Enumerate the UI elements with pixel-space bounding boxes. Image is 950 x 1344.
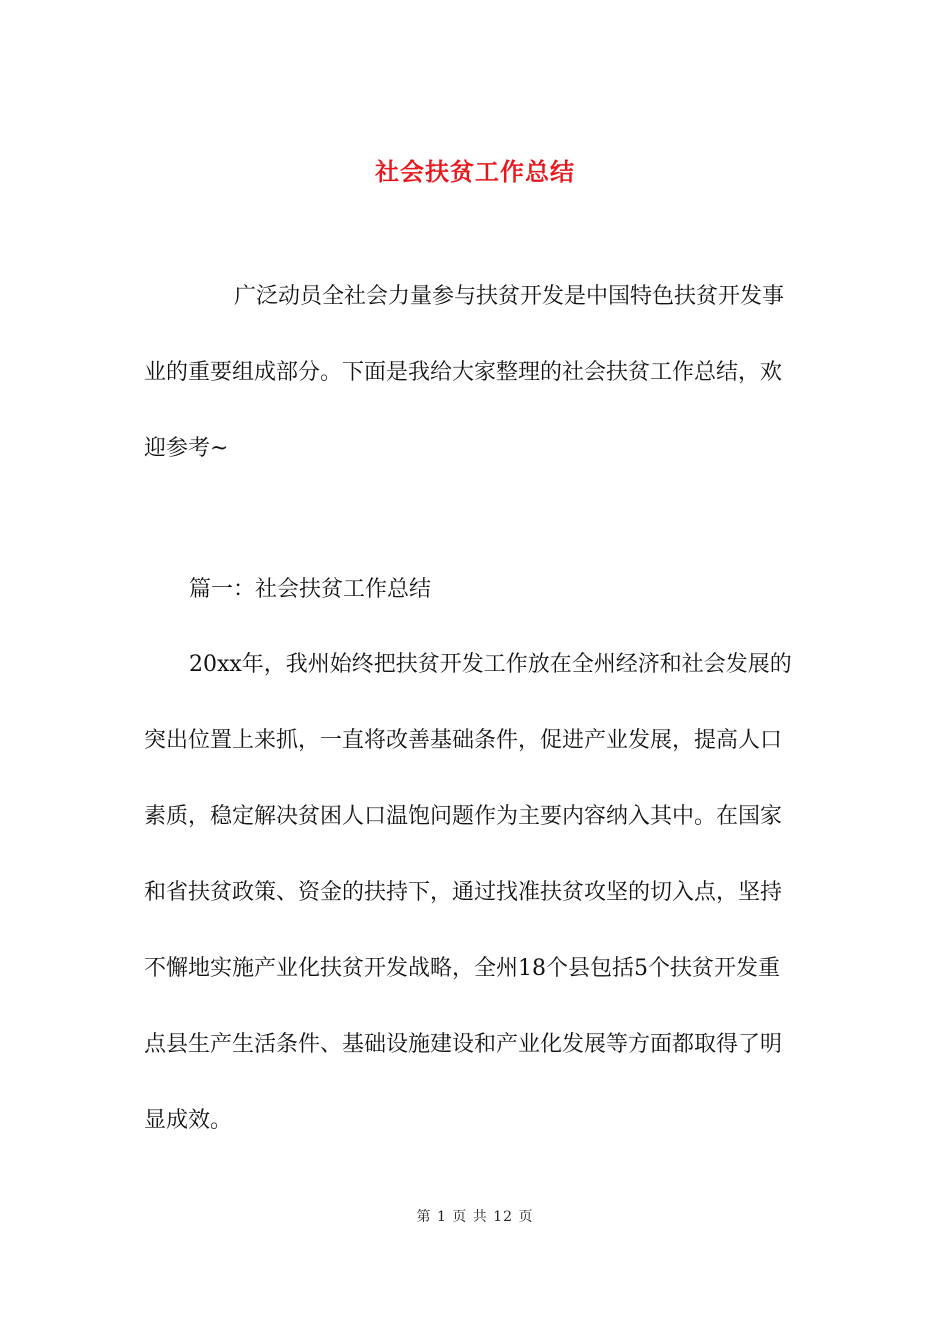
page-number-footer: 第 1 页 共 12 页 (416, 1209, 534, 1225)
intro-line: 迎参考~ (144, 436, 229, 461)
intro-line: 业的重要组成部分。下面是我给大家整理的社会扶贫工作总结，欢 (144, 360, 783, 385)
intro-paragraph (144, 259, 809, 487)
body-line: 和省扶贫政策、资金的扶持下，通过找准扶贫攻坚的切入点，坚持 (144, 880, 783, 905)
document-title: 社会扶贫工作总结 (375, 157, 575, 187)
body-line: 点县生产生活条件、基础设施建设和产业化发展等方面都取得了明 (144, 1032, 783, 1057)
body-line: 20xx年，我州始终把扶贫开发工作放在全州经济和社会发展的 (189, 652, 792, 677)
body-paragraph (144, 627, 809, 1159)
body-line: 素质，稳定解决贫困人口温饱问题作为主要内容纳入其中。在国家 (144, 804, 783, 829)
intro-line: 广泛动员全社会力量参与扶贫开发是中国特色扶贫开发事 (234, 284, 785, 309)
body-line: 突出位置上来抓，一直将改善基础条件，促进产业发展，提高人口 (144, 728, 783, 753)
body-line: 显成效。 (144, 1108, 233, 1133)
section-heading: 篇一：社会扶贫工作总结 (189, 577, 432, 602)
body-line: 不懈地实施产业化扶贫开发战略，全州18个县包括5个扶贫开发重 (144, 956, 780, 981)
